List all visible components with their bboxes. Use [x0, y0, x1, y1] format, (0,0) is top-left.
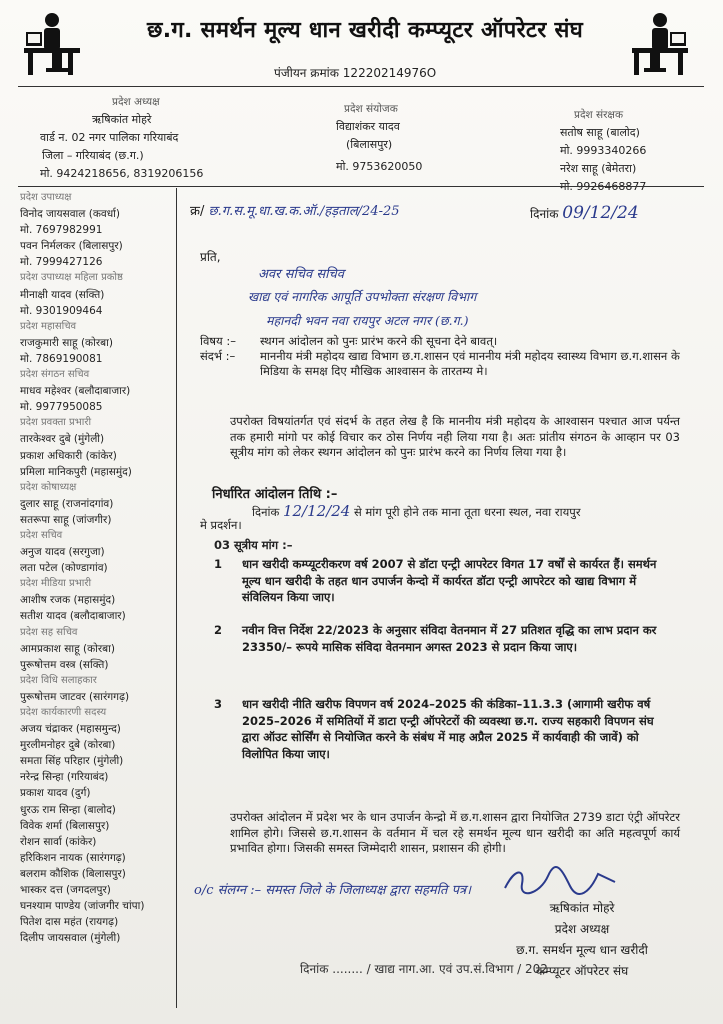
subject-text: स्थगन आंदोलन को पुनः प्रारंभ करने की सूचना देने बावत्। — [260, 334, 498, 348]
date-label: दिनांक — [530, 207, 559, 221]
signatory-name: ऋषिकांत मोहरे — [549, 901, 615, 915]
sidebar-member-entry: अजय चंद्राकर (महासमुन्द) — [20, 723, 121, 736]
sidebar-member-entry: विवेक शर्मा (बिलासपुर) — [20, 819, 110, 832]
demand-number: 1 — [214, 557, 223, 571]
sidebar-role-heading: प्रदेश महासचिव — [20, 320, 77, 332]
enclosure-note: o/c संलग्न :– समस्त जिले के जिलाध्यक्ष द्वारा सहमति पत्र। — [194, 883, 472, 898]
demand-text: धान खरीदी नीति खरीफ विपणन वर्ष 2024–2025 की कंडिका–11.3.3 (आगामी खरीफ वर्ष 2025–2026 में समितियों में डाटा एन्ट्री ऑपरेटरों की व्यवस्था छ.ग. राज्य सहकारी विपणन संघ द्वारा ऑउट सोर्सिंग से नियोजित करने के संबंध में माह अप्रैल 2025 में कार्यवाही की जावें) को विलोपित किया जाए। — [242, 697, 654, 761]
recipient-line: खाद्य एवं नागरिक आपूर्ति उपभोक्ता संरक्षण विभाग — [248, 289, 477, 304]
header-divider — [18, 86, 704, 87]
sidebar-member-entry: विनोद जायसवाल (कवर्धा) — [20, 208, 121, 221]
sidebar-role-heading: प्रदेश संगठन सचिव — [20, 369, 90, 381]
sidebar-role-heading: प्रदेश उपाध्यक्ष — [20, 192, 72, 203]
demand-text: नवीन वित्त निर्देश 22/2023 के अनुसार संविदा वेतनमान में 27 प्रतिशत वृद्धि का लाभ प्रदान कर 23350/– रूपये मासिक संविदा वेतनमान अगस्त 2023 से प्रदान किया जाए। — [242, 623, 657, 654]
office-role: प्रदेश अध्यक्ष — [112, 96, 160, 108]
recipient-line: महानदी भवन नवा रायपुर अटल नगर (छ.ग.) — [266, 313, 469, 328]
demand-number: 3 — [214, 697, 223, 711]
demand-item — [214, 556, 674, 606]
sidebar-member-entry: राजकुमारी साहू (कोरबा) — [20, 336, 113, 349]
sidebar-role-heading: प्रदेश मीडिया प्रभारी — [20, 578, 92, 590]
sidebar-role-heading: प्रदेश प्रवक्ता प्रभारी — [20, 417, 92, 429]
letter-date — [530, 203, 639, 223]
sidebar-member-entry: धुरऊ राम सिन्हा (बालोद) — [20, 803, 116, 816]
body-paragraph: उपरोक्त विषयांतर्गत एवं संदर्भ के तहत लेख है कि माननीय मंत्री महोदय के आश्वासन पश्चात आज पर्यन्त तक हमारी मांगो पर कोई विचार कर ठोस निर्णय नही लिया गया है। अतः प्रांतीय संगठन के आव्हान पर 03 सूत्रीय मांग को लेकर स्थगन आंदोलन को पुनः प्रारंभ करने का निर्णय लिया गया है। — [230, 414, 680, 459]
sidebar-role-heading: प्रदेश सह सचिव — [20, 626, 78, 638]
receipt-stamp: दिनांक ........ / खाद्य नाग.आ. एवं उप.सं.विभाग / 202 — [300, 962, 548, 976]
sidebar-role-heading: प्रदेश विधि सलाहकार — [20, 674, 97, 686]
sidebar-divider — [176, 188, 177, 1008]
closing-paragraph: उपरोक्त आंदोलन में प्रदेश भर के धान उपार्जन केन्द्रो में छ.ग.शासन द्वारा नियोजित 2739 डाटा एंट्री ऑपरेटर शामिल होगे। जिससे छ.ग.शासन के वर्तमान में चल रहे समर्थन मूल्य धान खरीदी का अति महत्वपूर्ण कार्य प्रभावित होगा। जिसकी समस्त जिम्मेदारी शासन, प्रशासन की होगी। — [230, 810, 680, 855]
sidebar-member-entry: लता पटेल (कोण्डागांव) — [20, 562, 108, 575]
date-line-continuation: मे प्रदर्शन। — [200, 518, 242, 532]
registration-number: पंजीयन क्रमांक 12220214976O — [274, 66, 437, 80]
office-name: नरेश साहू (बेमेतरा) — [560, 162, 637, 175]
office-role: प्रदेश संयोजक — [344, 103, 398, 115]
sidebar-member-entry: पितेश दास महंत (रायगढ़) — [20, 916, 119, 929]
sidebar-member-entry: मो. 9301909464 — [20, 304, 103, 317]
date-handwritten: 09/12/24 — [562, 203, 639, 223]
sidebar-member-entry: सतीश यादव (बलौदाबाजार) — [20, 610, 126, 623]
signatory-org: कम्प्यूटर ऑपरेटर संघ — [535, 964, 629, 978]
office-bearer-patron — [560, 106, 646, 196]
office-name: विद्याशंकर यादव — [336, 120, 400, 133]
demand-item — [214, 622, 674, 655]
sidebar-member-entry: हरिकिशन नायक (सारंगगढ़) — [20, 851, 126, 864]
sidebar-role-heading: प्रदेश उपाध्यक्ष महिला प्रकोष्ठ — [20, 272, 123, 284]
signatory-org: छ.ग. समर्थन मूल्य धान खरीदी — [516, 943, 648, 957]
office-divider — [18, 186, 704, 187]
recipient-line: अवर सचिव सचिव — [258, 267, 345, 282]
sidebar-member-entry: मो. 7697982991 — [20, 224, 103, 237]
office-phone: मो. 9993340266 — [560, 144, 647, 157]
sidebar-member-entry: आमप्रकाश साहू (कोरबा) — [20, 642, 115, 655]
sidebar-member-entry: मीनाक्षी यादव (सक्ति) — [20, 288, 105, 301]
sidebar-member-entry: अनुज यादव (सरगुजा) — [20, 546, 105, 559]
sidebar-member-entry: भास्कर दत्त (जगदलपुर) — [20, 884, 111, 897]
reference-prefix: क्र/ — [190, 204, 205, 219]
sidebar-member-entry: दिलीप जायसवाल (मुंगेली) — [20, 932, 121, 945]
subject-block — [200, 334, 680, 379]
office-phone: मो. 9926468877 — [560, 180, 647, 193]
operator-desk-logo-icon — [22, 10, 86, 80]
signatory-role: प्रदेश अध्यक्ष — [554, 922, 610, 936]
sidebar-member-entry: मो. 7869190081 — [20, 352, 103, 365]
operator-desk-logo-icon — [626, 10, 690, 80]
date-line-label: दिनांक — [252, 505, 280, 519]
sidebar-member-entry: आशीष रजक (महासमुंद) — [20, 594, 116, 607]
reference-handwritten: छ.ग.स.मू.धा.ख.क.ऑ./हड़ताल/24-25 — [208, 204, 400, 219]
office-bearer-convenor — [336, 100, 422, 176]
sidebar-member-entry: मुरलीमनोहर दुबे (कोरबा) — [20, 739, 116, 752]
date-line-handwritten: 12/12/24 — [282, 502, 351, 520]
office-address: (बिलासपुर) — [346, 138, 393, 151]
context-label: संदर्भ :– — [200, 349, 236, 363]
sidebar-member-entry: मो. 7999427126 — [20, 256, 103, 269]
sidebar-member-entry: घनश्याम पाण्डेय (जांजगीर चांपा) — [20, 900, 145, 913]
subject-label: विषय :– — [200, 334, 236, 348]
sidebar-member-entry: रोशन सार्वा (कांकेर) — [20, 835, 97, 848]
office-phone: मो. 9753620050 — [336, 160, 423, 173]
sidebar-member-entry: समता सिंह परिहार (मुंगेली) — [20, 755, 124, 768]
agitation-date-line — [252, 502, 581, 520]
sidebar-member-entry: मो. 9977950085 — [20, 401, 103, 414]
sidebar-member-entry: प्रकाश यादव (दुर्ग) — [20, 787, 91, 800]
sidebar-member-entry: तारकेश्वर दुबे (मुंगेली) — [20, 433, 105, 446]
sidebar-role-heading: प्रदेश कोषाध्यक्ष — [20, 481, 77, 493]
organisation-title: छ.ग. समर्थन मूल्य धान खरीदी कम्प्यूटर ऑपरेटर संघ — [146, 18, 584, 43]
sidebar-member-entry: प्रमिला मानिकपुरी (महासमुंद) — [20, 465, 132, 478]
agitation-date-heading: निर्धारित आंदोलन तिथि :– — [212, 487, 338, 502]
reference-number — [190, 201, 400, 219]
sidebar-member-entry: सतरूपा साहू (जांजगीर) — [20, 513, 112, 526]
office-phone: मो. 9424218656, 8319206156 — [40, 167, 204, 180]
office-bearer-president — [40, 93, 203, 183]
signature-scribble — [500, 866, 620, 896]
office-name: सतोष साहू (बालोद) — [560, 126, 640, 139]
office-address: जिला – गरियाबंद (छ.ग.) — [42, 149, 144, 162]
to-label: प्रति, — [200, 250, 221, 264]
sidebar-member-entry: माधव महेश्वर (बलौदाबाजार) — [20, 385, 131, 398]
date-line-text: से मांग पूरी होने तक माना तूता धरना स्थल, नवा रायपुर — [353, 505, 581, 519]
sidebar-member-entry: पुरूषोत्तम जाटवर (सारंगगढ़) — [20, 690, 130, 703]
sidebar-members-list — [20, 190, 174, 946]
sidebar-member-entry: पुरूषोत्तम वस्त्र (सक्ति) — [20, 658, 109, 671]
sidebar-member-entry: दुलार साहू (राजनांदगांव) — [20, 497, 114, 510]
sidebar-member-entry: नरेन्द्र सिन्हा (गरियाबंद) — [20, 771, 109, 784]
demand-number: 2 — [214, 623, 223, 637]
sidebar-member-entry: बलराम कौशिक (बिलासपुर) — [20, 867, 126, 880]
context-text: माननीय मंत्री महोदय खाद्य विभाग छ.ग.शासन एवं माननीय मंत्री महोदय स्वास्थ्य विभाग छ.ग.शासन के मिडिया के समक्ष दिए मौखिक आश्वासन के तारतम्य मे। — [260, 349, 680, 378]
sidebar-member-entry: पवन निर्मलकर (बिलासपुर) — [20, 240, 123, 253]
demand-text: धान खरीदी कम्प्यूटरीकरण वर्ष 2007 से डॉटा एन्ट्री आपरेटर विगत 17 वर्षों से कार्यरत हैं। समर्थन मूल्य धान खरीदी के तहत धान उपार्जन केन्दो में कार्यरत डॉटा एन्ट्री आपरेटर को खाद्य विभाग में संविलियन किया जाए। — [242, 557, 657, 604]
office-role: प्रदेश संरक्षक — [574, 109, 624, 121]
demand-item — [214, 696, 674, 762]
sidebar-role-heading: प्रदेश सचिव — [20, 529, 63, 541]
office-address: वार्ड न. 02 नगर पालिका गरियाबंद — [40, 131, 179, 144]
sidebar-role-heading: प्रदेश कार्यकारणी सदस्य — [20, 707, 107, 718]
demands-label: 03 सूत्रीय मांग :– — [214, 538, 293, 552]
sidebar-member-entry: प्रकाश अधिकारी (कांकेर) — [20, 449, 117, 462]
office-name: ऋषिकांत मोहरे — [92, 113, 152, 126]
